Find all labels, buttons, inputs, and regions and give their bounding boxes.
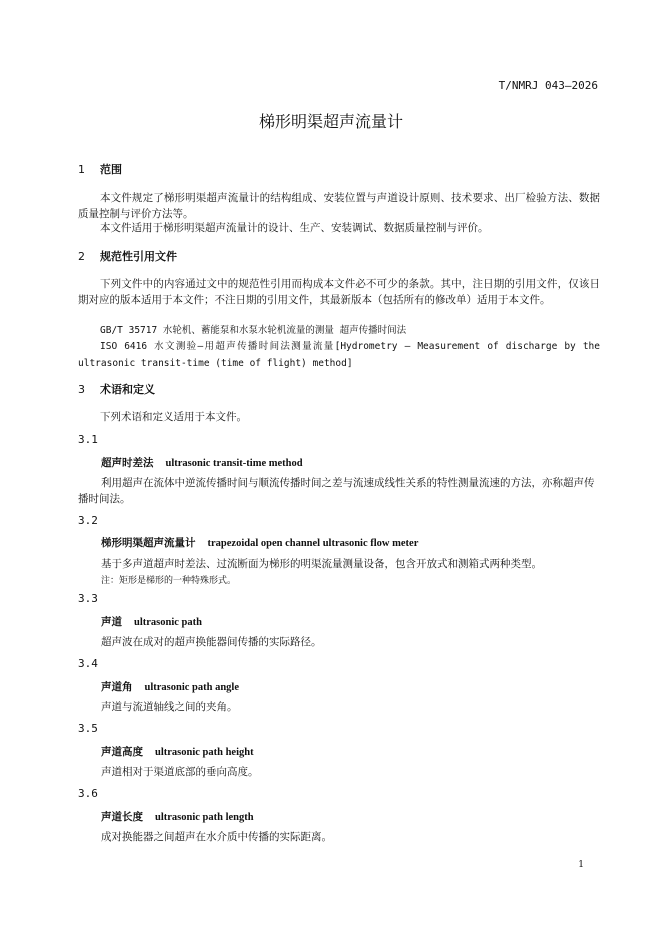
document-code: T/NMRJ 043—2026 bbox=[498, 79, 598, 92]
term-3-2-note: 注：矩形是梯形的一种特殊形式。 bbox=[101, 576, 237, 586]
section-2-heading bbox=[78, 248, 600, 264]
section-3-title: 术语和定义 bbox=[100, 383, 155, 396]
section-1-number: 1 bbox=[78, 163, 85, 176]
term-3-5-definition: 声道相对于渠道底部的垂向高度。 bbox=[101, 766, 259, 778]
term-3-6-definition: 成对换能器之间超声在水介质中传播的实际距离。 bbox=[101, 831, 332, 843]
term-3-3-number: 3.3 bbox=[78, 592, 98, 605]
section-2-title: 规范性引用文件 bbox=[100, 250, 177, 263]
term-3-3-heading: 声道 ultrasonic path bbox=[101, 616, 202, 628]
section-3-heading bbox=[78, 381, 600, 397]
term-3-6-number: 3.6 bbox=[78, 787, 98, 800]
page-number: 1 bbox=[578, 860, 584, 870]
term-3-4-heading: 声道角 ultrasonic path angle bbox=[101, 681, 240, 693]
term-3-4-number: 3.4 bbox=[78, 657, 98, 670]
section-1-paragraph-2: 本文件适用于梯形明渠超声流量计的设计、生产、安装调试、数据质量控制与评价。 bbox=[100, 222, 489, 234]
section-1-heading bbox=[78, 161, 600, 177]
term-3-2-number: 3.2 bbox=[78, 514, 98, 527]
term-3-2-definition: 基于多声道超声时差法、过流断面为梯形的明渠流量测量设备，包含开放式和测箱式两种类型。 bbox=[101, 558, 542, 570]
section-3-number: 3 bbox=[78, 383, 85, 396]
section-2-number: 2 bbox=[78, 250, 85, 263]
term-3-6-heading: 声道长度 ultrasonic path length bbox=[101, 811, 254, 823]
document-title: 梯形明渠超声流量计 bbox=[258, 112, 403, 131]
term-3-4-definition: 声道与流道轴线之间的夹角。 bbox=[101, 701, 238, 713]
term-3-5-number: 3.5 bbox=[78, 722, 98, 735]
term-3-1-number: 3.1 bbox=[78, 433, 98, 446]
reference-gbt-35717: GB/T 35717 水轮机、蓄能泵和水泵水轮机流量的测量 超声传播时间法 bbox=[100, 325, 407, 336]
term-3-2-heading: 梯形明渠超声流量计 trapezoidal open channel ultrasonic flow meter bbox=[101, 537, 419, 549]
term-3-1-definition: 利用超声在流体中逆流传播时间与顺流传播时间之差与流速成线性关系的特性测量流速的方法，亦称超声传播时间法。 bbox=[78, 477, 595, 505]
term-3-3-definition: 超声波在成对的超声换能器间传播的实际路径。 bbox=[101, 636, 322, 648]
term-3-1-heading: 超声时差法 ultrasonic transit-time method bbox=[101, 457, 303, 469]
section-1-title: 范围 bbox=[100, 163, 122, 176]
section-3-intro: 下列术语和定义适用于本文件。 bbox=[100, 411, 247, 423]
reference-iso-6416: ISO 6416 水文测验—用超声传播时间法测量流量[Hydrometry — Measurement of discharge by the ultrasonic transit-time (time of flight) method] bbox=[78, 341, 600, 369]
section-2-paragraph-1: 下列文件中的内容通过文中的规范性引用而构成本文件必不可少的条款。其中，注日期的引用文件，仅该日期对应的版本适用于本文件；不注日期的引用文件，其最新版本（包括所有的修改单）适用于本文件。 bbox=[78, 278, 600, 306]
section-1-paragraph-1: 本文件规定了梯形明渠超声流量计的结构组成、安装位置与声道设计原则、技术要求、出厂检验方法、数据质量控制与评价方法等。 bbox=[78, 192, 600, 220]
term-3-5-heading: 声道高度 ultrasonic path height bbox=[101, 746, 254, 758]
